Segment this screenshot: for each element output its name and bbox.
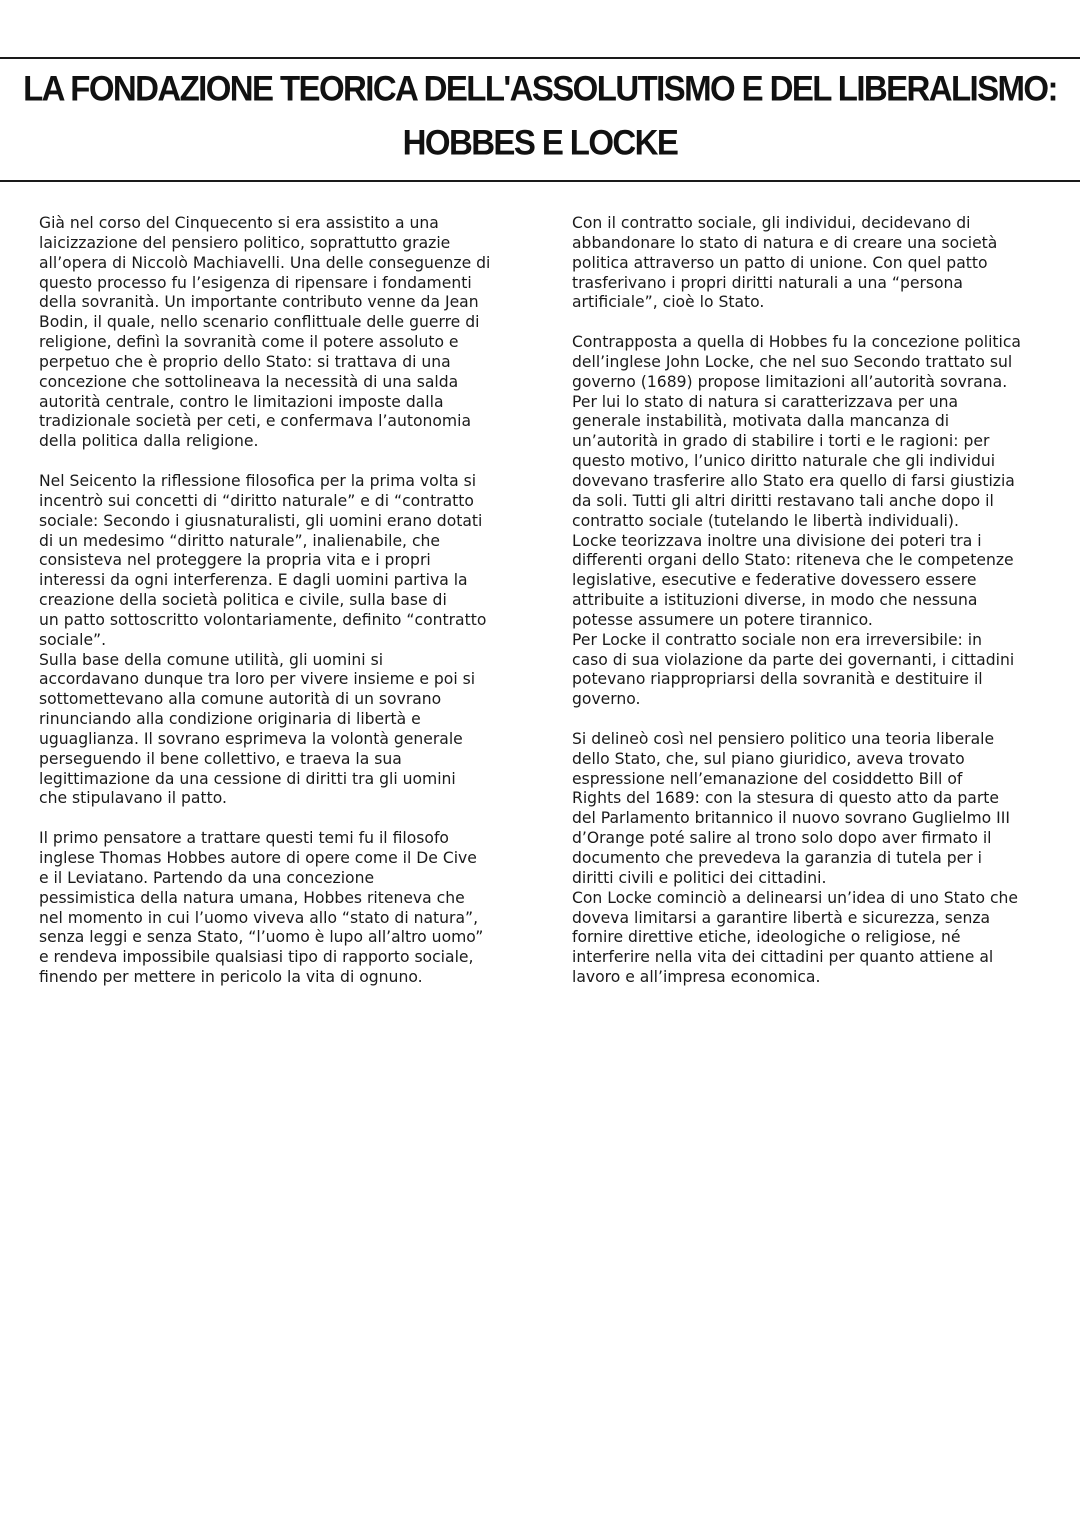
left-text-column — [39, 214, 521, 988]
paragraph-bill-of-rights: Si delineò così nel pensiero politico una teoria liberale dello Stato, che, sul piano giuridico, aveva trovato espressione nell’emanazione del cosiddetto Bill of Rights del 1689: con la stesura di questo atto da parte del Parlamento britannico il nuovo sovrano Guglielmo III d’Orange poté salire al trono solo dopo aver firmato il documento che prevedeva la garanzia di tutela per i diritti civili e politici dei cittadini. — [572, 729, 1010, 887]
paragraph-sovrano: Sulla base della comune utilità, gli uomini si accordavano dunque tra loro per vivere insieme e poi si sottomettevano alla comune autorità di un sovrano rinunciando alla condizione originaria di libertà e uguaglianza. Il sovrano esprimeva la volontà generale perseguendo il bene collettivo, e traeva la sua legittimazione da una cessione di diritti tra gli uomini che stipulavano il patto. — [39, 650, 476, 808]
paragraph-contratto-sociale: Con il contratto sociale, gli individui, decidevano di abbandonare lo stato di natura e di creare una società politica attraverso un patto di unione. Con quel patto trasferivano i propri diritti naturali a una “persona artificiale”, cioè lo Stato. — [572, 214, 998, 312]
paragraph-contratto-reversibile: Per Locke il contratto sociale non era irreversibile: in caso di sua violazione da parte dei governanti, i cittadini potevano riappropriarsi della sovranità e destituire il governo. — [572, 630, 1015, 709]
paragraph-stato-liberale: Con Locke cominciò a delinearsi un’idea di uno Stato che doveva limitarsi a garantire libertà e sicurezza, senza fornire direttive etiche, ideologiche o religiose, né interferire nella vita dei cittadini per quanto attiene al lavoro e all’impresa economica. — [572, 888, 1019, 987]
title-bottom-rule — [0, 180, 1080, 182]
page-title-line-2: HOBBES E LOCKE — [402, 122, 678, 162]
title-top-rule — [0, 57, 1080, 59]
paragraph-locke: Contrapposta a quella di Hobbes fu la concezione politica dell’inglese John Locke, che nel suo Secondo trattato sul governo (1689) propose limitazioni all’autorità sovrana. Per lui lo stato di natura si caratterizzava per una generale instabilità, motivata dalla mancanza di un’autorità in grado di stabilire i torti e le ragioni: per questo motivo, l’unico diritto naturale che gli individui dovevano trasferire allo Stato era quello di farsi giustizia da soli. Tutti gli altri diritti restavano tali anche dopo il contratto sociale (tutelando le libertà individuali). — [572, 333, 1021, 530]
paragraph-giusnaturalismo: Nel Seicento la riflessione filosofica per la prima volta si incentrò sui concetti di “diritto naturale” e di “contratto sociale: Secondo i giusnaturalisti, gli uomini erano dotati di un medesimo “diritto naturale”, inalienabile, che consisteva nel proteggere la propria vita e i propri interessi da ogni interferenza. E dagli uomini partiva la creazione della società politica e civile, sulla base di un patto sottoscritto volontariamente, definito “contratto sociale”. — [39, 471, 487, 649]
paragraph-bodin: Già nel corso del Cinquecento si era assistito a una laicizzazione del pensiero politico, soprattutto grazie all’opera di Niccolò Machiavelli. Una delle conseguenze di questo processo fu l’esigenza di ripensare i fondamenti della sovranità. Un importante contributo venne da Jean Bodin, il quale, nello scenario conflittuale delle guerre di religione, definì la sovranità come il potere assoluto e perpetuo che è proprio dello Stato: si trattava di una concezione che sottolineava la necessità di una salda autorità centrale, contro le limitazioni imposte dalla tradizionale società per ceti, e confermava l’autonomia della politica dalla religione. — [39, 214, 491, 451]
page-title-line-1: LA FONDAZIONE TEORICA DELL'ASSOLUTISMO E DEL LIBERALISMO: — [23, 68, 1057, 108]
right-text-column — [572, 214, 1054, 988]
paragraph-divisione-poteri: Locke teorizzava inoltre una divisione dei poteri tra i differenti organi dello Stato: riteneva che le competenze legislative, esecutive e federative dovessero essere attribuite a istituzioni diverse, in modo che nessuna potesse assumere un potere tirannico. — [572, 531, 1014, 629]
paragraph-hobbes: Il primo pensatore a trattare questi temi fu il filosofo inglese Thomas Hobbes autore di opere come il De Cive e il Leviatano. Partendo da una concezione pessimistica della natura umana, Hobbes riteneva che nel momento in cui l’uomo viveva allo “stato di natura”, senza leggi e senza Stato, “l’uomo è lupo all’altro uomo” e rendeva impossibile qualsiasi tipo di rapporto sociale, finendo per mettere in pericolo la vita di ognuno. — [39, 829, 484, 987]
